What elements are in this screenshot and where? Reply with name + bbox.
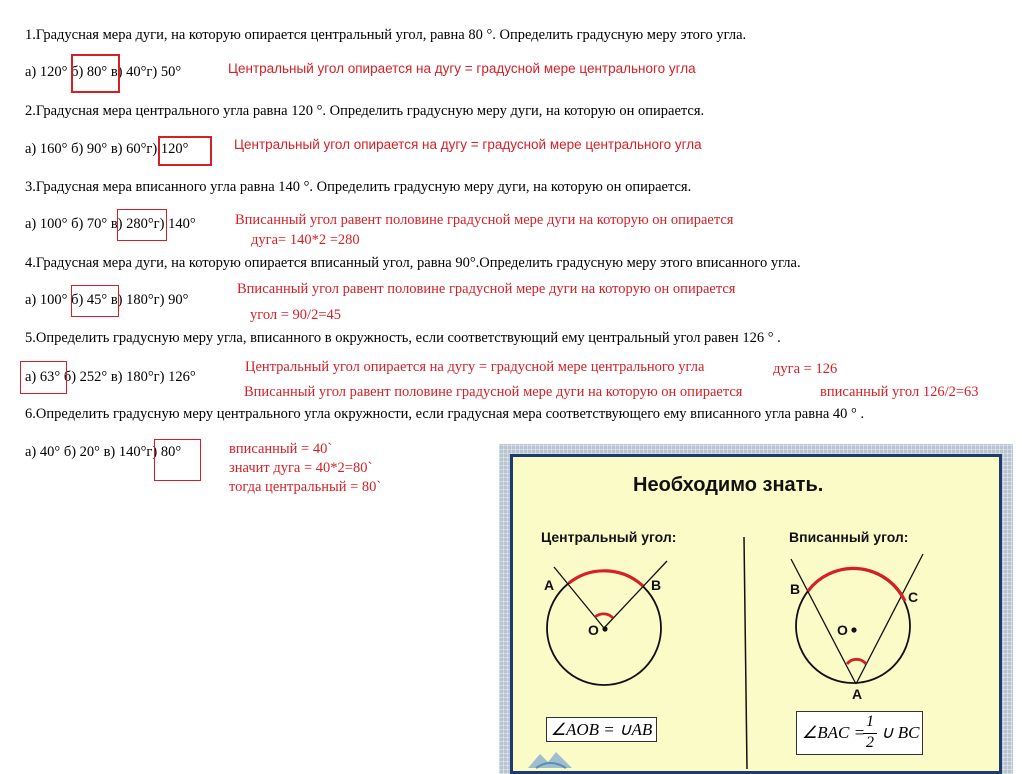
label-o: O bbox=[588, 622, 599, 638]
question-6-note-1: вписанный = 40` bbox=[229, 441, 333, 457]
central-center-dot bbox=[602, 626, 607, 631]
question-5-arc: дуга = 126 bbox=[773, 361, 838, 377]
answer-highlight-box bbox=[20, 361, 67, 394]
answer-highlight-box bbox=[71, 54, 120, 93]
question-1-note: Центральный угол опирается на дугу = градусной мере центрального угла bbox=[228, 61, 696, 76]
answer-highlight-box bbox=[117, 209, 167, 241]
answer-highlight-box bbox=[154, 439, 201, 481]
logo-icon bbox=[526, 748, 586, 769]
question-4-text: 4.Градусная мера дуги, на которую опирается вписанный угол, равна 90°.Определить градусную меру этого вписанного угла. bbox=[25, 255, 801, 271]
label-b: B bbox=[651, 577, 662, 593]
question-2-text: 2.Градусная мера центрального угла равна 120 °. Определить градусную меру дуги, на которую он опирается. bbox=[25, 103, 705, 119]
question-2-note: Центральный угол опирается на дугу = градусной мере центрального угла bbox=[234, 137, 702, 152]
question-5-text: 5.Определить градусную меру угла, вписанного в окружность, если соответствующий ему центральный угол равен 126 ° . bbox=[25, 330, 781, 346]
question-2-answers: а) 160° б) 90° в) 60°г) 120° bbox=[25, 141, 189, 157]
central-formula: ∠AOB = ∪AB bbox=[546, 717, 657, 742]
central-angle-mark bbox=[595, 614, 613, 618]
question-1-answers: а) 120° б) 80° в) 40°г) 50° bbox=[25, 64, 182, 80]
question-6-note-3: тогда центральный = 80` bbox=[229, 479, 382, 495]
question-6-text: 6.Определить градусную меру центрального угла окружности, если градусная мера соответствующего ему вписанного угла равна 40 ° . bbox=[25, 406, 865, 422]
question-3-calc: дуга= 140*2 =280 bbox=[251, 232, 360, 248]
answer-highlight-box bbox=[158, 136, 212, 166]
inscribed-formula bbox=[796, 711, 923, 755]
inscribed-formula-numerator: 1 bbox=[866, 713, 874, 730]
question-4-answers: а) 100° б) 45° в) 180°г) 90° bbox=[25, 292, 189, 308]
question-5-answers: а) 63° б) 252° в) 180°г) 126° bbox=[25, 369, 196, 385]
question-6-note-2: значит дуга = 40*2=80` bbox=[229, 460, 373, 476]
inscribed-formula-denominator: 2 bbox=[866, 734, 874, 751]
inscribed-angle-mark bbox=[847, 659, 866, 664]
question-4-note: Вписанный угол равент половине градусной мере дуги на которую он опирается bbox=[237, 281, 736, 297]
inscribed-center-dot bbox=[851, 627, 856, 632]
inscribed-arc bbox=[808, 568, 905, 601]
inscribed-ray-c bbox=[856, 554, 923, 684]
central-angle-heading: Центральный угол: bbox=[541, 529, 677, 545]
central-arc bbox=[569, 571, 643, 586]
question-1-text: 1.Градусная мера дуги, на которую опирается центральный угол, равна 80 °. Определить градусную меру этого угла. bbox=[25, 27, 747, 43]
label-b: B bbox=[790, 581, 801, 597]
question-4-calc: угол = 90/2=45 bbox=[250, 307, 342, 323]
inscribed-angle-heading: Вписанный угол: bbox=[789, 529, 909, 545]
label-a: A bbox=[544, 577, 555, 593]
question-3-answers: а) 100° б) 70° в) 280°г) 140° bbox=[25, 216, 196, 232]
label-o: O bbox=[837, 622, 848, 638]
question-5-note-2: Вписанный угол равент половине градусной мере дуги на которую он опирается bbox=[244, 384, 743, 400]
inscribed-formula-right: ∪ BC bbox=[881, 723, 920, 742]
question-5-note-1: Центральный угол опирается на дугу = градусной мере центрального угла bbox=[245, 359, 705, 375]
question-3-note: Вписанный угол равент половине градусной мере дуги на которую он опирается bbox=[235, 212, 734, 228]
divider-line bbox=[744, 537, 747, 769]
question-6-answers: а) 40° б) 20° в) 140°г) 80° bbox=[25, 444, 182, 460]
question-3-text: 3.Градусная мера вписанного угла равна 140 °. Определить градусную меру дуги, на которую он опирается. bbox=[25, 179, 692, 195]
answer-highlight-box bbox=[71, 285, 119, 317]
card-title: Необходимо знать. bbox=[633, 474, 824, 496]
label-c: C bbox=[908, 589, 919, 605]
question-5-calc: вписанный угол 126/2=63 bbox=[820, 384, 979, 400]
label-a: A bbox=[852, 686, 863, 702]
inscribed-formula-left: ∠BAC = bbox=[802, 723, 866, 742]
